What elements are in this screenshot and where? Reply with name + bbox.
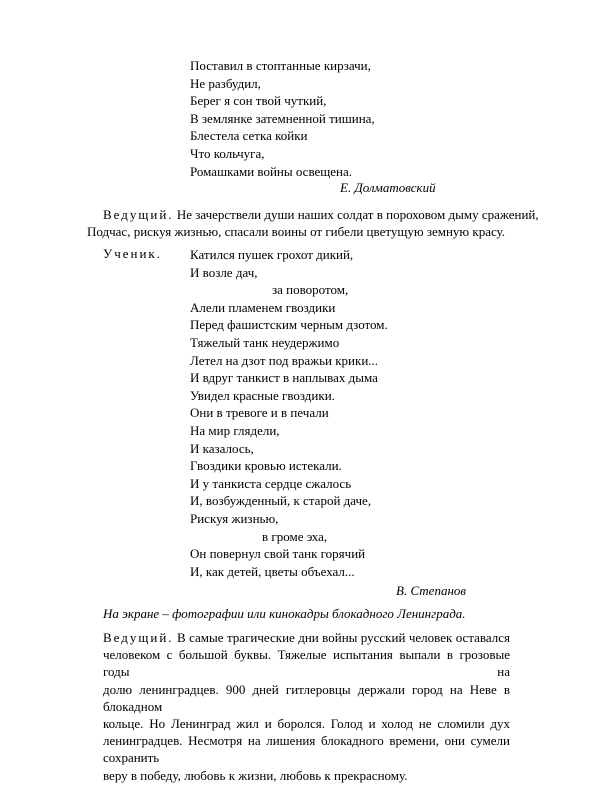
speaker-label: Ученик.: [103, 246, 162, 261]
poem-line: И казалось,: [190, 440, 254, 456]
poem-stepanov: [190, 246, 388, 580]
paragraph-text: Подчас, рискуя жизнью, спасали воины от гибели цветущую земную красу.: [87, 224, 506, 240]
paragraph-text: кольце. Но Ленинград жил и боролся. Голод и холод не сломили дух: [103, 716, 510, 732]
lead-paragraph-2: [103, 629, 510, 784]
paragraph-text: веру в победу, любовь к жизни, любовь к прекрасному.: [103, 767, 408, 783]
poem-line: Они в тревоге и в печали: [190, 405, 329, 421]
poem-line: Тяжелый танк неудержимо: [190, 334, 340, 350]
poem-line: И, возбужденный, к старой даче,: [190, 493, 372, 509]
paragraph-text: долю ленинградцев. 900 дней гитлеровцы держали город на Неве в блокадном: [103, 681, 510, 714]
poem-line: Не разбудил,: [190, 75, 261, 91]
poem-line: Поставил в стоптанные кирзачи,: [190, 58, 371, 73]
poem-line: И вдруг танкист в наплывах дыма: [190, 370, 378, 386]
poem-line: Берег я сон твой чуткий,: [190, 93, 327, 109]
poem-line: Перед фашистским черным дзотом.: [190, 317, 388, 333]
poem-line: за поворотом,: [272, 282, 349, 298]
poem-line: Что кольчуга,: [190, 145, 265, 161]
poem-line: Алели пламенем гвоздики: [190, 299, 336, 315]
paragraph-text: Не зачерствели души наших солдат в пороховом дыму сражений,: [176, 207, 539, 222]
poem-author: В. Степанов: [396, 583, 467, 598]
speaker-label: Ведущий.: [103, 207, 174, 222]
paragraph-text: ленинградцев. Несмотря на лишения блокадного времени, они сумели сохранить: [103, 733, 510, 766]
poem-line: Летел на дзот под вражьи крики...: [190, 352, 379, 368]
poem-line: На мир глядели,: [190, 422, 280, 438]
poem-line: Катился пушек грохот дикий,: [190, 247, 354, 262]
poem-line: И возле дач,: [190, 264, 258, 280]
poem-line: Он повернул свой танк горячий: [190, 546, 366, 562]
poem-line: Рискуя жизнью,: [190, 510, 279, 526]
paragraph-text: человеком с большой буквы. Тяжелые испытания выпали в грозовые годы на: [103, 647, 510, 680]
stage-direction: На экране – фотографии или кинокадры блокадного Ленинграда.: [103, 606, 466, 621]
poem-author: Е. Долматовский: [340, 180, 436, 195]
poem-line: И, как детей, цветы объехал...: [190, 563, 355, 579]
poem-line: Гвоздики кровью истекали.: [190, 458, 342, 474]
poem-line: Блестела сетка койки: [190, 128, 308, 144]
lead-paragraph-1: [87, 206, 539, 240]
poem-line: в громе эха,: [262, 528, 328, 544]
poem-line: И у танкиста сердце сжалось: [190, 475, 352, 491]
poem-dolmatovsky: [190, 57, 375, 180]
paragraph-text: В самые трагические дни войны русский человек оставался: [177, 630, 510, 645]
poem-line: Увидел красные гвоздики.: [190, 387, 335, 403]
speaker-label: Ведущий.: [103, 630, 174, 645]
poem-line: Ромашками войны освещена.: [190, 163, 353, 179]
poem-line: В землянке затемненной тишина,: [190, 110, 375, 126]
